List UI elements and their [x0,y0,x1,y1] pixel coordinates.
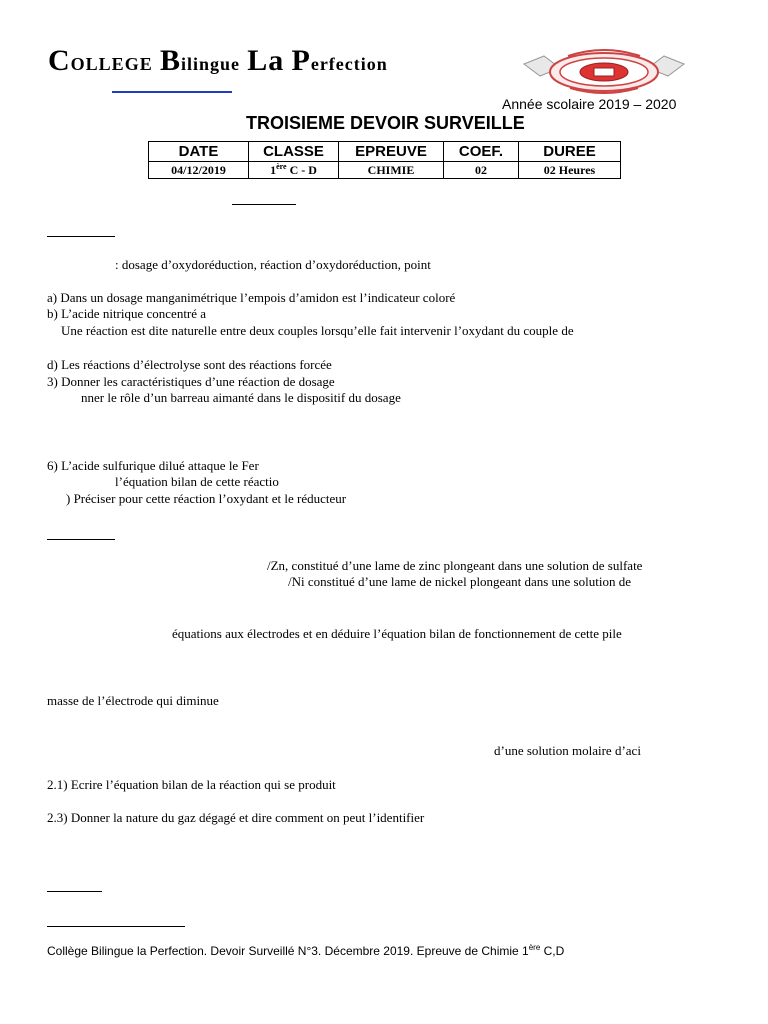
exercise1-line: nner le rôle d’un barreau aimanté dans le dispositif du dosage [81,390,401,405]
header-coef: COEF. [444,142,519,162]
exam-title: TROISIEME DEVOIR SURVEILLE [246,113,525,133]
exercise2-line: 2.1) Ecrire l’équation bilan de la réaction qui se produit [47,777,336,792]
school-year: Année scolaire 2019 – 2020 [502,96,677,112]
table-header-row [149,142,621,162]
header-underline [112,91,232,93]
exercise1-line: 3) Donner les caractéristiques d’une réaction de dosage [47,374,335,389]
header-epreuve: EPREUVE [339,142,444,162]
header-date: DATE [149,142,249,162]
section-rule [47,891,102,892]
school-crest-icon [520,46,688,94]
section-rule [47,236,115,237]
section-rule [232,204,296,205]
exercise1-line: a) Dans un dosage manganimétrique l’empois d’amidon est l’indicateur coloré [47,290,456,305]
cell-duree: 02 Heures [519,162,621,179]
exercise2-line: /Zn, constitué d’une lame de zinc plongeant dans une solution de sulfate [267,558,643,573]
exercise2-line: équations aux électrodes et en déduire l’équation bilan de fonctionnement de cette pile [172,626,622,641]
exercise2-line: 2.3) Donner la nature du gaz dégagé et dire comment on peut l’identifier [47,810,425,825]
exercise1-line: Une réaction est dite naturelle entre deux couples lorsqu’elle fait intervenir l’oxydant du couple de [61,323,574,338]
school-name: COLLEGE Bilingue La Perfection [48,44,388,77]
exam-info-table [148,141,621,179]
exercise1-line: : dosage d’oxydoréduction, réaction d’oxydoréduction, point [115,257,431,272]
exercise1-line: 6) L’acide sulfurique dilué attaque le Fer [47,458,259,473]
table-row [149,162,621,179]
exercise1-line: ) Préciser pour cette réaction l’oxydant et le réducteur [66,491,347,506]
page-footer: Collège Bilingue la Perfection. Devoir Surveillé N°3. Décembre 2019. Epreuve de Chimie 1ère C,D [47,943,565,958]
footnote-rule [47,926,185,927]
cell-date: 04/12/2019 [149,162,249,179]
exercise1-line: b) L’acide nitrique concentré a [47,306,207,321]
cell-coef: 02 [444,162,519,179]
exercise2-line: /Ni constitué d’une lame de nickel plongeant dans une solution de [288,574,631,589]
header-classe: CLASSE [249,142,339,162]
header-duree: DUREE [519,142,621,162]
exercise1-line: d) Les réactions d’électrolyse sont des réactions forcée [47,357,332,372]
exercise2-line: d’une solution molaire d’aci [494,743,641,758]
section-rule [47,539,115,540]
cell-classe: 1ère C - D [249,162,339,179]
exercise2-line: masse de l’électrode qui diminue [47,693,219,708]
cell-epreuve: CHIMIE [339,162,444,179]
exercise1-line: l’équation bilan de cette réactio [115,474,279,489]
